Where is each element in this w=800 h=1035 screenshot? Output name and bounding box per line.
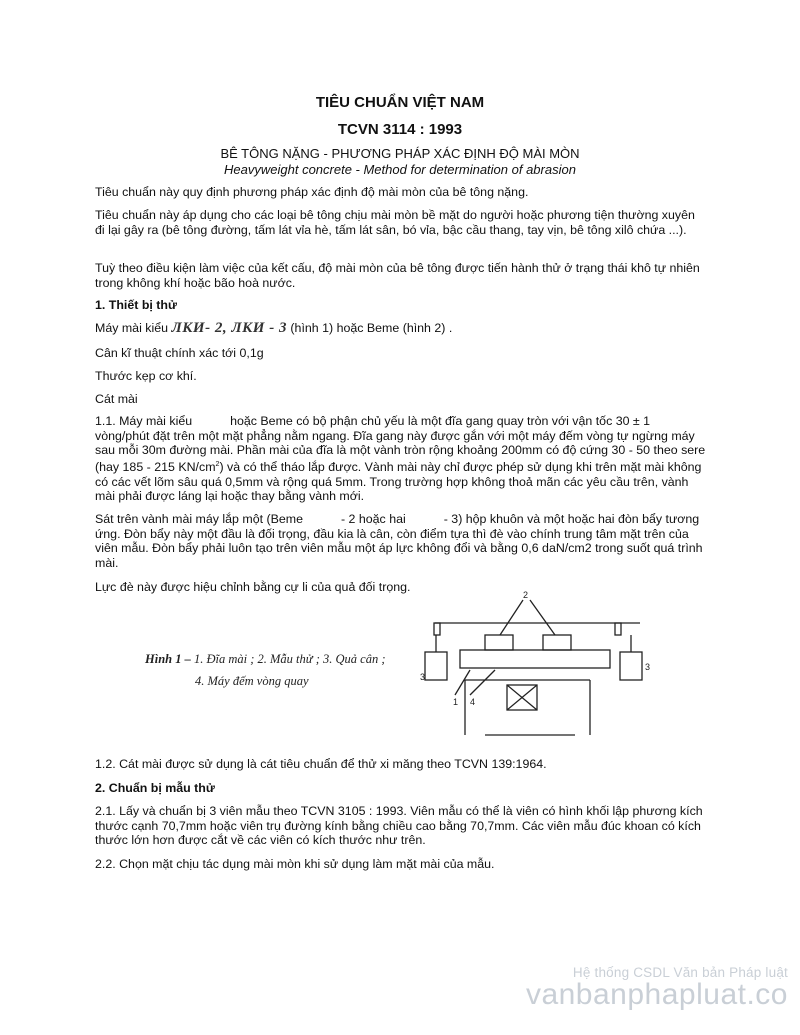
paragraph-lever: [95, 512, 707, 570]
intro-paragraph-2: Tiêu chuẩn này áp dụng cho các loại bê tông chịu mài mòn bề mặt do người hoặc phương tiện thường xuyên đi lại gây ra (bê tông đường, tấm lát vỉa hè, tấm lát sân, bó vỉa, bậc cầu thang, tay vịn, bê tông xilô chứa ...).: [95, 208, 695, 237]
title-english: Heavyweight concrete - Method for determination of abrasion: [224, 162, 576, 177]
watermark-line-2: vanbanphapluat.co: [525, 978, 788, 1011]
paragraph-lever-start: Sát trên vành mài máy lắp một (Beme: [95, 512, 303, 526]
machine-types: ЛКИ- 2, ЛКИ - 3: [171, 320, 287, 336]
weight-right: [620, 652, 642, 680]
site-watermark: [526, 965, 788, 1012]
paragraph-1-2: 1.2. Cát mài được sử dụng là cát tiêu chuẩn để thử xi măng theo TCVN 139:1964.: [95, 757, 547, 771]
paragraph-1-1-superscript: 2: [215, 460, 220, 468]
watermark-line-1: Hệ thống CSDL Văn bản Pháp luật: [572, 965, 788, 980]
figure-1-caption-line-1: 1. Đĩa mài ; 2. Mẫu thử ; 3. Quả cân ;: [193, 652, 386, 666]
sand-line: Cát mài: [95, 392, 138, 406]
callout-2-line-b: [530, 600, 555, 635]
paragraph-lever-mid: - 2 hoặc hai: [340, 512, 406, 526]
callout-1-line: [455, 670, 470, 695]
figure-1-caption-line-2: 4. Máy đếm vòng quay: [195, 674, 309, 688]
paragraph-2-1: 2.1. Lấy và chuẩn bị 3 viên mẫu theo TCVN 3105 : 1993. Viên mẫu có thể là viên có hình khối lập phương kích thước cạnh 70,7mm hoặc viên trụ đường kính bằng chiều cao bằng 70,7mm. Các viên mẫu đúc khoan có kích thước lớn hơn được cắt về các viên có kích thước như trên.: [95, 804, 703, 848]
standard-heading: TIÊU CHUẨN VIỆT NAM: [315, 94, 485, 111]
force-line: Lực đè này được hiệu chỉnh bằng cự li của quả đối trọng.: [95, 580, 411, 594]
paragraph-1-1-end: ) và có thể tháo lắp được. Vành mài này chỉ được phép sử dụng khi trên mặt mài không có các vết lõm sâu quá 0,5mm và rộng quá 5mm. Trong trường hợp không thoả mãn các yêu cầu trên, vành mài phải được láng lại hoặc thay bằng vành mới.: [95, 459, 702, 504]
figure-1-diagram: [415, 590, 665, 740]
section-2-heading: 2. Chuẩn bị mẫu thử: [95, 781, 215, 795]
callout-1: 1: [453, 697, 459, 707]
callout-3-right: 3: [645, 662, 651, 672]
paragraph-1-1: [95, 414, 707, 504]
figure-1-label: Hình 1 –: [145, 652, 191, 666]
figure-1-caption: [145, 648, 425, 692]
callout-2: 2: [523, 590, 529, 600]
standard-code: TCVN 3114 : 1993: [337, 121, 463, 138]
sample-left: [485, 635, 513, 650]
section-1-heading: 1. Thiết bị thử: [95, 298, 177, 312]
callout-3-left: 3: [420, 672, 426, 682]
paragraph-1-1-start: 1.1. Máy mài kiểu: [95, 414, 193, 428]
abrasion-disc: [460, 650, 610, 668]
machine-prefix: Máy mài kiểu: [95, 321, 168, 335]
weight-left: [425, 652, 447, 680]
machine-suffix: (hình 1) hoặc Beme (hình 2) .: [290, 321, 453, 335]
paragraph-1-1-body: hoặc Beme có bộ phận chủ yếu là một đĩa gang quay tròn với vận tốc 30 ± 1 vòng/phút đặt trên một mặt phẳng nằm ngang. Đĩa gang này được gắn với một máy đếm vòng tự ngừng máy sau mỗi 30m đường mài. Phần mài của đĩa là một vành tròn rộng khoảng 200mm có độ cứng 30 - 50 theo sere (hay 185 - 215 KN/cm: [95, 414, 706, 474]
intro-paragraph-1: Tiêu chuẩn này quy định phương pháp xác định độ mài mòn của bê tông nặng.: [95, 185, 529, 199]
intro-paragraph-3: Tuỳ theo điều kiện làm việc của kết cấu, độ mài mòn của bê tông được tiến hành thử ở trạng thái khô tự nhiên trong không khí hoặc bão hoà nước.: [95, 261, 700, 290]
caliper-line: Thước kẹp cơ khí.: [95, 369, 197, 383]
sample-right: [543, 635, 571, 650]
lever-post-right: [615, 623, 621, 635]
scale-line: Cân kĩ thuật chính xác tới 0,1g: [95, 346, 264, 360]
lever-post-left: [434, 623, 440, 635]
callout-4-line: [470, 670, 495, 695]
title-vietnamese: BÊ TÔNG NẶNG - PHƯƠNG PHÁP XÁC ĐỊNH ĐỘ MÀI MÒN: [220, 146, 580, 161]
paragraph-lever-end: - 3) hộp khuôn và một hoặc hai đòn bẩy tương ứng. Đòn bẩy này một đầu là đối trọng, đầu kia là cân, còn điểm tựa thì đè vào chính trung tâm mặt trên của viên mẫu. Đòn bẩy phải luôn tạo trên viên mẫu một áp lực không đổi và bằng 0,6 daN/cm2 trong suốt quá trình mài.: [95, 512, 703, 570]
callout-4: 4: [470, 697, 476, 707]
callout-2-line-a: [500, 600, 523, 635]
machine-line: [95, 321, 707, 336]
paragraph-2-2: 2.2. Chọn mặt chịu tác dụng mài mòn khi sử dụng làm mặt mài của mẫu.: [95, 857, 495, 871]
